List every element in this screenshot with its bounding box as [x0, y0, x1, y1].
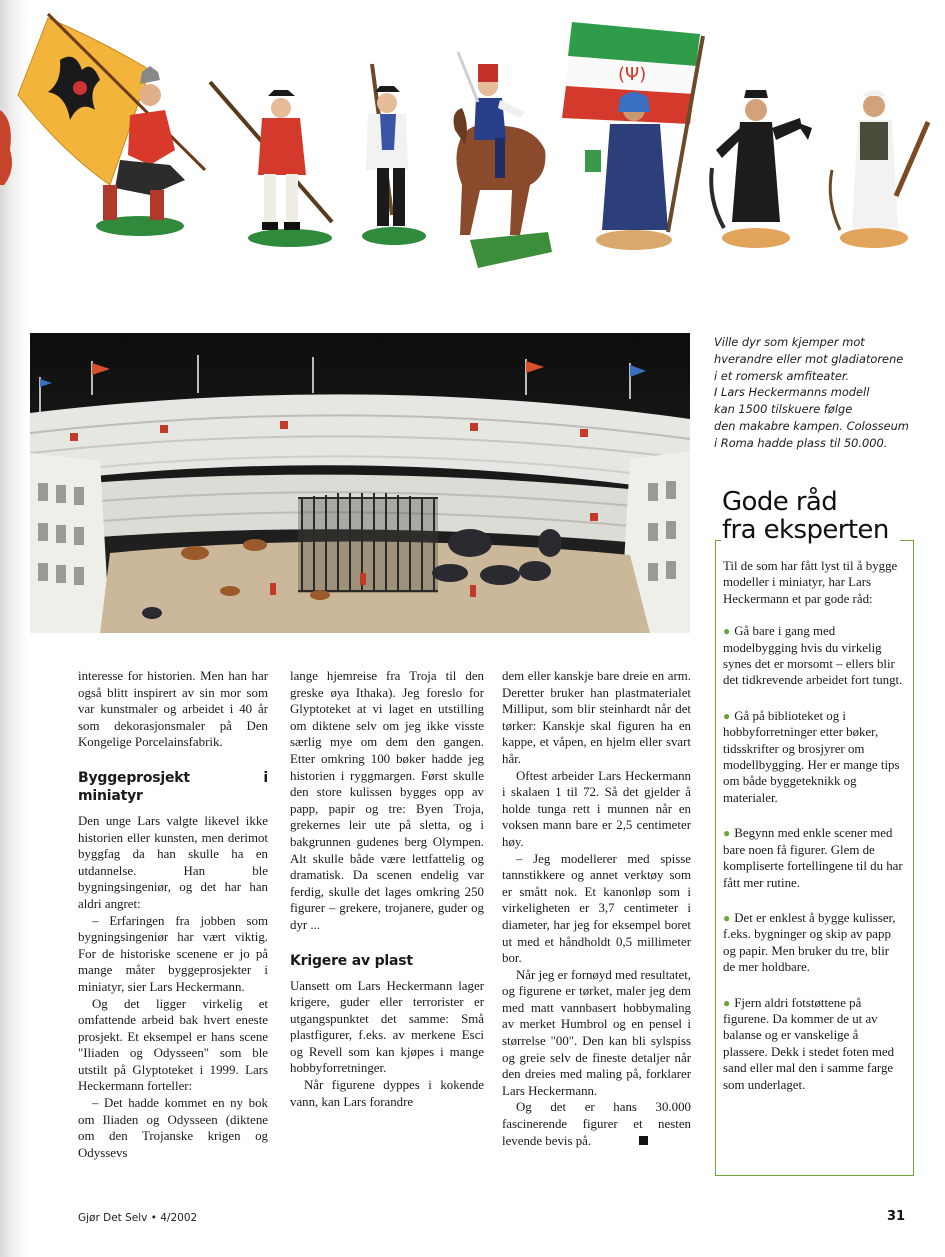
- svg-text:(Ψ): (Ψ): [618, 64, 647, 85]
- figurine-redcoat-musketeer: [210, 82, 332, 247]
- paragraph-text: Og det er hans 30.000 fascinerende figurer et nesten levende bevis på.: [502, 1100, 691, 1148]
- paragraph: – Erfaringen fra jobben som bygningsingeniør har vært viktig. For de historiske scenene er jo på mange måter byggeprosjekter i miniatyr, sier Lars Heckermann.: [78, 913, 268, 994]
- paragraph: Oftest arbeider Lars Heckermann i skalaen 1 til 72. Så det gjelder å holde tunga rett i munnen når en voksen mann bare er 2,5 centimeter høy.: [502, 768, 691, 849]
- sidebar-border-top: [715, 540, 721, 541]
- tip-text: Gå bare i gang med modelbygging hvis du virkelig synes det er morsomt – ellers blir det tidkrevende arbeidet fort tungt.: [723, 624, 903, 688]
- figurine-white-robed-man: [830, 90, 928, 248]
- bullet-icon: ●: [723, 708, 731, 723]
- caption-line: hverandre eller mot gladiatorene: [714, 351, 904, 366]
- tip-text: Det er enklest å bygge kulisser, f.eks. bygninger og skip av papp og papir. Men bruker du tre, blir de mer holdbare.: [723, 910, 896, 975]
- footer-publication: Gjør Det Selv • 4/2002: [78, 1212, 198, 1224]
- paragraph: Når figurene dyppes i kokende vann, kan Lars forandre: [290, 1078, 484, 1109]
- figurine-cavalry-rider: [454, 52, 552, 268]
- figurine-robed-man: [711, 90, 812, 248]
- caption-line: kan 1500 tilskuere følge: [714, 402, 853, 417]
- figurine-partial-left: [0, 110, 12, 185]
- article-column-1: [78, 668, 268, 1161]
- tip-item: [723, 708, 903, 806]
- tip-text: Gå på biblioteket og i hobbyforretninger etter bøker, tidsskrifter og brosjyrer om modellbygging. Her er mange tips om både byggeteknikk og materialer.: [723, 708, 900, 805]
- sidebar-body: [723, 558, 903, 1112]
- figurine-white-musketeer: [362, 64, 426, 245]
- bullet-icon: ●: [723, 624, 731, 639]
- caption-line: i Roma hadde plass til 50.000.: [714, 435, 888, 450]
- photo-caption: [714, 334, 914, 452]
- caption-line: den makabre kampen. Colosseum: [714, 418, 909, 433]
- section-heading: Byggeprosjekt i miniatyr: [78, 769, 268, 804]
- figurine-flag-bearer: [18, 14, 205, 236]
- sidebar-title: [722, 488, 889, 544]
- paragraph: lange hjemreise fra Troja til den greske øya Ithaka). Jeg foreslo for Glyptoteket at vi laget en utstilling om diktene selv om jeg ikke visste særlig mye om dem den gangen. Etter omkring 100 bøker hadde jeg historien i ryggmargen. Først skulle den store kulissen bygges opp av papp, papir og tre: Byen Troja, grekernes leir ute på sletta, og i bakgrunnen gudenes berg Olympen. Alt skulle både være lettfattelig og dramatisk. Da scenen endelig var ferdig, skulle det lages omkring 250 figurer – grekere, trojanere, guder og dyr ...: [290, 669, 484, 932]
- arena-model-photo: [30, 333, 690, 633]
- paragraph: Uansett om Lars Heckermann lager krigere, guder eller terrorister er utgangspunktet det samme: Små plastfigurer, f.eks. av merkene Esci og Revell som kan kjøpes i mange hobbyforretninger.: [290, 978, 484, 1076]
- sidebar-intro: Til de som har fått lyst til å bygge modeller i miniatyr, har Lars Heckermann et par gode råd:: [723, 559, 898, 606]
- section-heading: Krigere av plast: [290, 952, 413, 969]
- page-number: 31: [887, 1209, 906, 1224]
- sidebar-title-line: Gode råd: [722, 487, 838, 517]
- paragraph: Når jeg er fornøyd med resultatet, og figurene er tørket, maler jeg dem med matt vannbasert hobbymaling av merket Humbrol og en pensel i størrelse "00". Den kan bli sylspiss og greie selv de fineste detaljer når den dreies med maling på, forklarer Lars Heckermann.: [502, 967, 691, 1098]
- caption-line: Ville dyr som kjemper mot: [714, 335, 865, 349]
- caption-line: I Lars Heckermanns modell: [714, 385, 870, 400]
- bullet-icon: ●: [723, 826, 731, 841]
- figurines-photo: [0, 0, 945, 290]
- article-column-3: [502, 668, 691, 1149]
- tip-text: Fjern aldri fotstøttene på figurene. Da kommer de ut av balanse og er vanskelige å plassere. Dekk i stedet foten med sand eller mal den i samme farge som underlaget.: [723, 995, 895, 1092]
- bullet-icon: ●: [723, 910, 731, 925]
- paragraph: – Jeg modellerer med spisse tannstikkere og annet verktøy som er smått nok. Et kanonløp som i virkeligheten er 3,7 centimeter i diameter, har jeg for eksempel boret ut med et håndholdt 0,5 millimeter bor.: [502, 851, 691, 966]
- paragraph: dem eller kanskje bare dreie en arm. Deretter bruker han plastmaterialet Milliput, som blir steinhardt når det tørker: Kanskje skal figuren ha en kappe, et våpen, en hjelm eller svart hår.: [502, 669, 691, 766]
- paragraph: Den unge Lars valgte likevel ikke historien eller kunsten, men derimot byggfag da han skulle ha en utdannelse. Han ble bygningsingeniør, og det har han aldri angret:: [78, 813, 268, 911]
- paragraph: – Det hadde kommet en ny bok om Iliaden og Odysseen (diktene om den Trojanske krigen og Odyssevs: [78, 1096, 268, 1160]
- end-mark: [639, 1136, 648, 1145]
- tip-item: [723, 910, 903, 976]
- tip-item: [723, 623, 903, 689]
- caption-line: i et romersk amfiteater.: [714, 368, 850, 383]
- tip-text: Begynn med enkle scener med bare noen få figurer. Glem de kompliserte fortellingene til du har fått mer rutine.: [723, 826, 903, 890]
- bullet-icon: ●: [723, 995, 731, 1010]
- paragraph: Og det ligger virkelig et omfattende arbeid bak hvert eneste prosjekt. Et eksempel er hans scene "Iliaden og Odysseen" som ble utstilt på Glyptoteket i 1999. Lars Heckermann forteller:: [78, 996, 268, 1094]
- paragraph: [502, 1099, 691, 1149]
- article-column-2: [290, 668, 484, 1110]
- tip-item: [723, 825, 903, 891]
- tip-item: [723, 995, 903, 1093]
- paragraph: interesse for historien. Men han har også blitt inspirert av sin mor som var kunstmaler og arbeidet i 40 år som dekorasjonsmaler på Den Kongelige Porcelainsfabrik.: [78, 669, 268, 750]
- sidebar-border-top: [900, 540, 914, 541]
- figurine-flag-man: [562, 22, 703, 250]
- sidebar-title-line: fra eksperten: [722, 515, 889, 545]
